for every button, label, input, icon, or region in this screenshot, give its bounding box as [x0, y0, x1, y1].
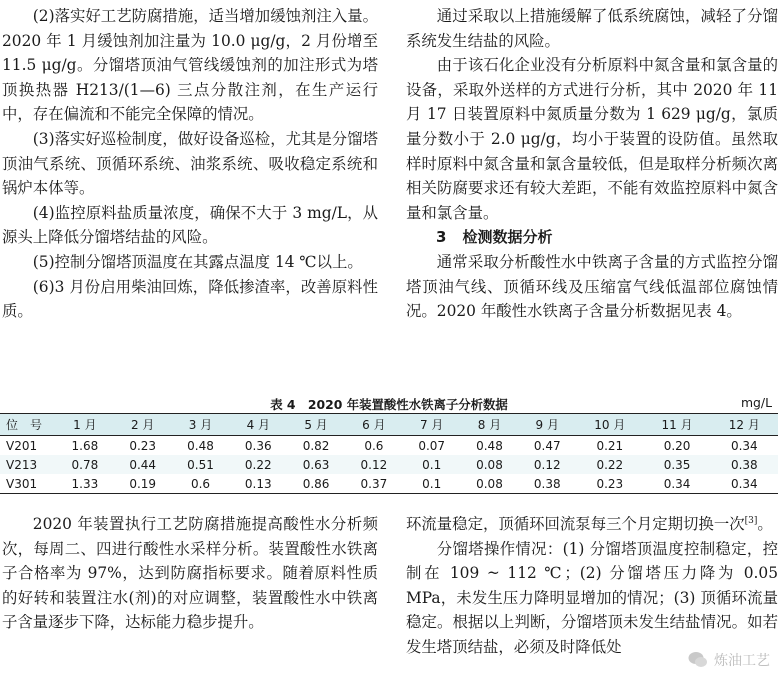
- table-cell: 0.48: [476, 438, 503, 453]
- table-cell: 0.78: [71, 457, 99, 472]
- section-title: 检测数据分析: [462, 228, 553, 247]
- table-row: [0, 455, 778, 474]
- table-cell: 0.86: [287, 474, 345, 494]
- table-header-row: [0, 414, 778, 436]
- paragraph-measure-5: (5)控制分馏塔顶温度在其露点温度 14 ℃以上。: [32, 252, 363, 271]
- table-cell: 0.34: [711, 474, 778, 494]
- table-cell: 0.44: [129, 457, 157, 472]
- table-cell: 0.23: [129, 438, 157, 453]
- header-month: 1 月: [73, 418, 97, 432]
- header-month: 11 月: [661, 418, 693, 432]
- cell-position: V201: [6, 438, 38, 453]
- table-cell: 0.35: [663, 457, 691, 472]
- header-month: 2 月: [130, 418, 155, 432]
- paragraph-result: 通过采取以上措施缓解了低系统腐蚀，减轻了分馏系统发生结盐的风险。: [406, 7, 778, 50]
- paragraph-operation: 分馏塔操作情况：(1) 分馏塔顶温度控制稳定，控制在 109 ~ 112 ℃；(2) 分馏塔压力降为 0.05 MPa，未发生压力降明显增加的情况；(3) 顶循环流量稳定。根据以上判断，分馏塔顶未发生结盐情况。如若发生塔顶结盐，必须及时降低处: [406, 539, 778, 656]
- paragraph-measure-2: (2)落实好工艺防腐措施，适当增加缓蚀剂注入量。2020 年 1 月缓蚀剂加注量为 10.0 μg/g，2 月份增至 11.5 μg/g。分馏塔顶油气管线缓蚀剂的加注形式为塔顶换热器 H213/(1—6) 三点分散注剂，在生产运行中，存在偏流和不能完全保障的情况。: [2, 7, 378, 124]
- table-unit: mg/L: [740, 395, 772, 410]
- table-cell: 0.82: [302, 438, 330, 453]
- header-month: 9 月: [535, 418, 559, 432]
- table-cell: 0.34: [730, 438, 758, 453]
- table-cell: 0.48: [187, 438, 214, 453]
- table-cell: 0.20: [663, 438, 691, 453]
- iron-ion-table: [0, 413, 778, 494]
- table-cell: 0.08: [476, 457, 503, 472]
- paragraph-continued: [406, 512, 778, 537]
- paragraph-measure-6: (6)3 月份启用柴油回炼，降低掺渣率，改善原料性质。: [2, 277, 378, 321]
- paragraph-measure-4: (4)监控原料盐质量浓度，确保不大于 3 mg/L，从源头上降低分馏塔结盐的风险。: [2, 203, 378, 247]
- table-cell: 0.21: [596, 438, 624, 453]
- header-month: 5 月: [304, 418, 328, 432]
- table-cell: 1.68: [71, 438, 99, 453]
- header-month: 8 月: [477, 418, 502, 432]
- paragraph-monitoring: 通常采取分析酸性水中铁离子含量的方式监控分馏塔顶油气线、顶循环线及压缩富气线低温部位腐蚀情况。2020 年酸性水铁离子含量分析数据见表 4。: [406, 252, 778, 321]
- table-caption: 表 4 2020 年装置酸性水铁离子分析数据: [270, 397, 508, 412]
- header-month: 12 月: [728, 418, 760, 432]
- table-row: [0, 474, 778, 494]
- right-column-bottom: [406, 512, 778, 660]
- left-column-bottom: [2, 512, 378, 635]
- paragraph-raw-material: 由于该石化企业没有分析原料中氮含量和氯含量的设备，采取外送样的方式进行分析，其中 2020 年 11 月 17 日装置原料中氮质量分数为 1 629 μg/g，氯质量分数小于 2.0 μg/g，均小于装置的设防值。虽然取样时原料中氮含量和氯含量较低，但是取样分析频次离相关防腐要求还有较大差距，不能有效监控原料中氮含量和氯含量。: [406, 56, 778, 222]
- table-cell: 0.22: [244, 457, 272, 472]
- table-cell: 0.34: [643, 474, 710, 494]
- header-position: 位 号: [6, 418, 43, 432]
- table-cell: 0.38: [518, 474, 576, 494]
- cell-position: V213: [6, 457, 38, 472]
- table-cell: 0.63: [302, 457, 330, 472]
- table-cell: 0.6: [364, 438, 384, 453]
- table-cell: 0.07: [418, 438, 446, 453]
- paragraph-measure-3: (3)落实好巡检制度，做好设备巡检，尤其是分馏塔顶油气系统、顶循环系统、油浆系统、吸收稳定系统和锅炉本体等。: [2, 129, 378, 198]
- section-heading: [406, 225, 778, 250]
- section-number: 3: [436, 228, 447, 247]
- right-column-top: [406, 4, 778, 324]
- table-cell: 0.22: [596, 457, 624, 472]
- table-row: [0, 436, 778, 456]
- table-cell: 0.13: [229, 474, 287, 494]
- table-cell: 0.38: [730, 457, 758, 472]
- table-cell: 0.37: [345, 474, 403, 494]
- paragraph-continued-end: 。: [757, 515, 773, 533]
- table-cell: 1.33: [56, 474, 114, 494]
- table-cell: 0.12: [533, 457, 561, 472]
- header-month: 7 月: [419, 418, 444, 432]
- table-cell: 0.36: [244, 438, 272, 453]
- header-month: 4 月: [246, 418, 271, 432]
- table-cell: 0.08: [461, 474, 519, 494]
- citation-ref: [3]: [744, 515, 758, 526]
- cell-position: V301: [0, 474, 56, 494]
- left-column-top: [2, 4, 378, 324]
- paragraph-continued-text: 环流量稳定，顶循环回流泵每三个月定期切换一次: [406, 515, 745, 533]
- table-cell: 0.23: [576, 474, 643, 494]
- table-cell: 0.12: [360, 457, 388, 472]
- paragraph-analysis: 2020 年装置执行工艺防腐措施提高酸性水分析频次，每周二、四进行酸性水采样分析。装置酸性水铁离子合格率为 97%，达到防腐指标要求。随着原料性质的好转和装置注水(剂)的对应调整，装置酸性水中铁离子含量逐步下降，达标能力稳步提升。: [2, 515, 378, 632]
- wechat-icon: [688, 651, 708, 669]
- table-cell: 0.19: [114, 474, 172, 494]
- table-cell: 0.1: [422, 457, 442, 472]
- header-month: 10 月: [594, 418, 626, 432]
- table-cell: 0.47: [533, 438, 561, 453]
- data-table-block: [0, 393, 778, 494]
- table-cell: 0.6: [172, 474, 230, 494]
- watermark: [688, 650, 770, 670]
- table-cell: 0.51: [187, 457, 214, 472]
- header-month: 6 月: [362, 418, 386, 432]
- table-cell: 0.1: [403, 474, 461, 494]
- table-caption-row: [0, 393, 778, 413]
- watermark-text: 炼油工艺: [714, 653, 770, 669]
- header-month: 3 月: [188, 418, 213, 432]
